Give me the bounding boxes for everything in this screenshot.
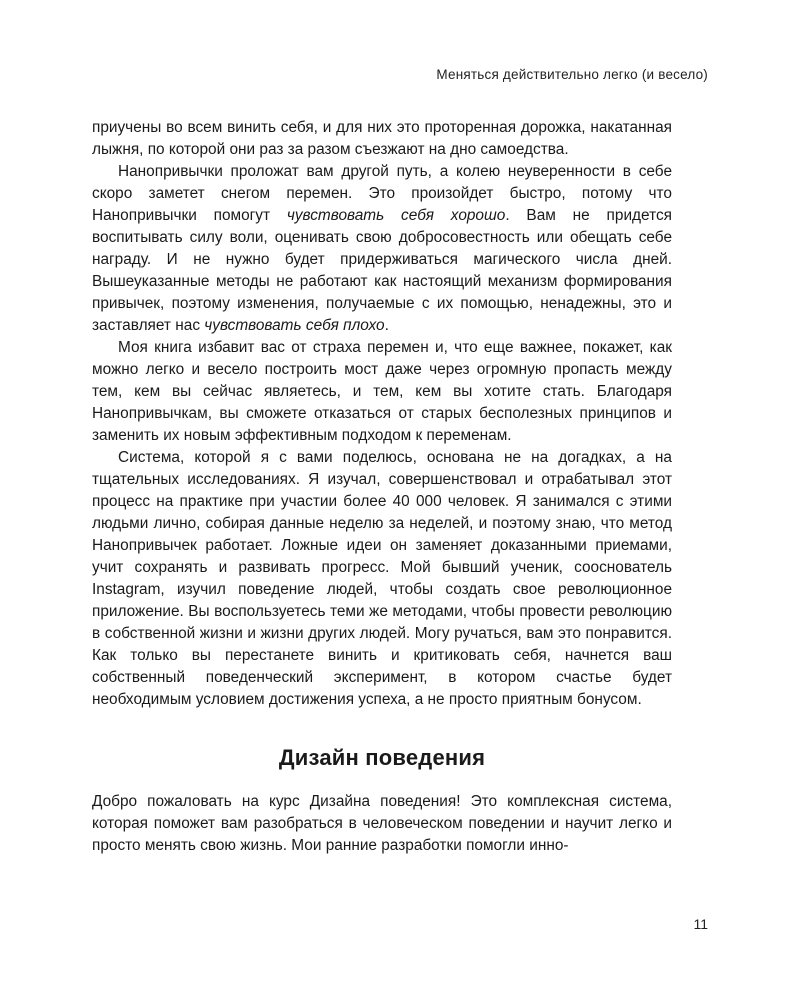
paragraph-text: . <box>384 317 389 334</box>
page-number: 11 <box>693 916 708 932</box>
section-heading: Дизайн поведения <box>278 745 486 770</box>
emphasis-feel-good: чувствовать себя хорошо <box>286 207 506 224</box>
page-body <box>92 117 672 857</box>
running-header: Меняться действительно легко (и весело) <box>436 67 708 82</box>
paragraph-nanohabits-path <box>92 161 672 337</box>
emphasis-feel-bad: чувствовать себя плохо <box>204 317 385 334</box>
paragraph-text: . Вам не придется воспитывать силу воли, оценивать свою добросовестность или обещать себе награду. И не нужно будет придерживаться магического числа дней. Вышеуказанные методы не работают как настоящий механизм формирования привычек, поэтому изменения, получаемые с их помощью, ненадежны, это и заставляет нас <box>92 207 672 334</box>
paragraph-system-research: Система, которой я с вами поделюсь, основана не на догадках, а на тщательных исследованиях. Я изучал, совершенствовал и отрабатывал этот процесс на практике при участии более 40 000 человек. Я занимался с этими людьми лично, собирая данные неделю за неделей, и поэтому знаю, что метод Нанопривычек работает. Ложные идеи он заменяет доказанными приемами, учит сохранять и развивать прогресс. Мой бывший ученик, сооснователь Instagram, изучил поведение людей, чтобы создать свое революционное приложение. Вы воспользуетесь теми же методами, чтобы провести революцию в собственной жизни и жизни других людей. Могу ручаться, вам это понравится. Как только вы перестанете винить и критиковать себя, начнется ваш собственный поведенческий эксперимент, в котором счастье будет необходимым условием достижения успеха, а не просто приятным бонусом. <box>92 449 672 708</box>
paragraph-welcome: Добро пожаловать на курс Дизайна поведения! Это комплексная система, которая поможет вам разобраться в человеческом поведении и научит легко и просто менять свою жизнь. Мои ранние разработки помогли инно- <box>92 793 672 854</box>
paragraph-text: Нанопривычки проложат вам другой путь, а колею неуверенности в себе скоро заметет снегом перемен. Это произойдет быстро, потому что Нанопривычки помогут <box>92 163 672 224</box>
paragraph-continued: приучены во всем винить себя, и для них это проторенная дорожка, накатанная лыжня, по которой они раз за разом съезжают на дно самоедства. <box>92 119 672 158</box>
paragraph-book-promise: Моя книга избавит вас от страха перемен и, что еще важнее, покажет, как можно легко и весело построить мост даже через огромную пропасть между тем, кем вы сейчас являетесь, и тем, кем вы хотите стать. Благодаря Нанопривычкам, вы сможете отказаться от старых бесполезных принципов и заменить их новым эффективным подходом к переменам. <box>92 339 672 444</box>
